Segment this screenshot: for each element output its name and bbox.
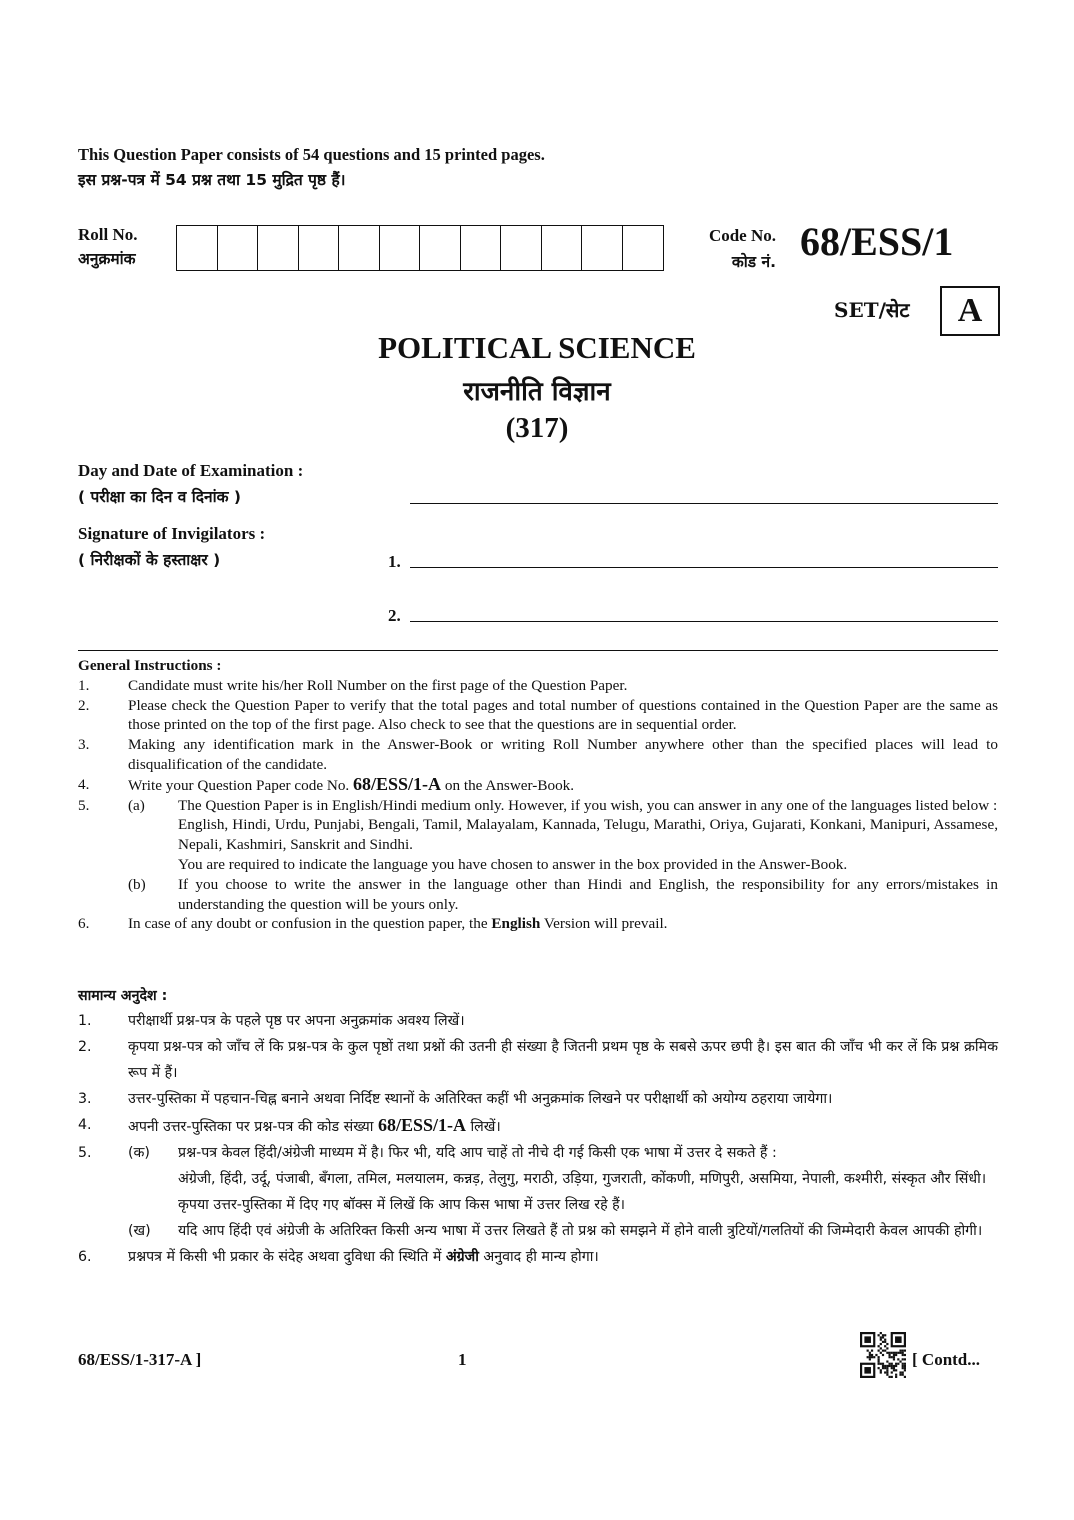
code-number-value: 68/ESS/1 — [800, 219, 954, 264]
instruction-text: If you choose to write the answer in the language other than Hindi and English, the responsibility for any errors/mistakes in understanding the question will be yours only. — [178, 875, 998, 913]
instruction-number: 3. — [78, 736, 90, 754]
instruction-number: 1. — [78, 676, 90, 694]
instruction-sub-label: (a) — [128, 796, 145, 814]
prevailing-version: अंग्रेजी — [445, 1249, 479, 1265]
instruction-text: Candidate must write his/her Roll Number on the first page of the Question Paper. — [128, 676, 628, 694]
instruction-text-part: अनुवाद ही मान्य होगा। — [483, 1249, 599, 1265]
exam-date-label — [78, 458, 303, 510]
instruction-text-part: लिखें। — [470, 1119, 501, 1135]
instruction-text-part: प्रश्न-पत्र केवल हिंदी/अंग्रेजी माध्यम में है। फिर भी, यदि आप चाहें तो नीचे दी गई किसी एक भाषा में उत्तर दे सकते हैं : — [178, 1145, 777, 1161]
signature-label-hi: ( निरीक्षकों के हस्ताक्षर ) — [78, 551, 221, 569]
code-label-hi: कोड नं. — [731, 253, 776, 271]
roll-number-label — [78, 223, 138, 271]
instruction-text: परीक्षार्थी प्रश्न-पत्र के पहले पृष्ठ पर अपना अनुक्रमांक अवश्य लिखें। — [128, 1013, 465, 1029]
roll-number-box[interactable] — [177, 226, 218, 270]
set-label: SET/सेट — [834, 298, 910, 322]
continued-label: [ Contd... — [912, 1350, 981, 1369]
instruction-item — [78, 875, 998, 915]
instruction-item — [78, 796, 998, 875]
instruction-text-part: You are required to indicate the language you have chosen to answer in the box provided in the Answer-Book. — [178, 855, 848, 873]
roll-label-hi: अनुक्रमांक — [78, 250, 136, 268]
instructions-heading-hi: सामान्य अनुदेश : — [78, 988, 168, 1004]
instruction-item — [78, 1112, 998, 1140]
instruction-item — [78, 735, 998, 775]
code-number-label — [686, 223, 776, 275]
signature-1-number: 1. — [388, 552, 401, 571]
instruction-number: 6. — [78, 1249, 92, 1265]
paper-info-en: This Question Paper consists of 54 questions and 15 printed pages. — [78, 145, 545, 164]
roll-number-box[interactable] — [542, 226, 583, 270]
language-list: English, Hindi, Urdu, Punjabi, Bengali, Tamil, Malayalam, Kannada, Telugu, Marathi, Oriya, Gujarati, Konkani, Manipuri, Assamese, Nepali, Kashmiri, Sanskrit and Sindhi. — [178, 816, 998, 854]
signature-2-line[interactable] — [410, 621, 998, 622]
instruction-text: उत्तर-पुस्तिका में पहचान-चिह्न बनाने अथवा निर्दिष्ट स्थानों के अतिरिक्त कहीं भी अनुक्रमांक लिखने पर परीक्षार्थी को अयोग्य ठहराया जायेगा। — [128, 1091, 833, 1107]
instruction-item — [78, 914, 998, 934]
general-instructions-hi — [78, 984, 998, 1270]
language-list: अंग्रेजी, हिंदी, उर्दू, पंजाबी, बँगला, तमिल, मलयालम, कन्नड़, तेलुगु, मराठी, उड़िया, गुजराती, कोंकणी, मणिपुरी, असमिया, नेपाली, कश्मीरी, संस्कृत और सिंधी। — [178, 1171, 987, 1187]
instruction-text: यदि आप हिंदी एवं अंग्रेजी के अतिरिक्त किसी अन्य भाषा में उत्तर लिखते हैं तो प्रश्न को समझने में होने वाली त्रुटियों/गलतियों की जिम्मेदारी केवल आपकी होगी। — [178, 1223, 983, 1239]
instruction-item — [78, 1086, 998, 1112]
instruction-text-part: In case of any doubt or confusion in the question paper, the — [128, 915, 488, 933]
qr-code-icon — [860, 1332, 906, 1378]
instruction-text — [128, 775, 998, 796]
signature-1-line[interactable] — [410, 567, 998, 568]
subject-title-hi: राजनीति विज्ञान — [463, 377, 611, 407]
signature-label-en: Signature of Invigilators : — [78, 524, 266, 543]
instruction-item — [78, 696, 998, 736]
instruction-item — [78, 1008, 998, 1034]
roll-number-box[interactable] — [339, 226, 380, 270]
instruction-number: 5. — [78, 796, 90, 814]
set-value: A — [940, 286, 1000, 336]
instruction-text-part: Write your Question Paper code No. — [128, 776, 350, 794]
instruction-text: Making any identification mark in the Answer-Book or writing Roll Number anywhere other than the specified places will lead to disqualification of the candidate. — [128, 736, 998, 773]
instruction-item — [78, 676, 998, 696]
exam-date-label-hi: ( परीक्षा का दिन व दिनांक ) — [78, 488, 241, 506]
instruction-text-part: प्रश्नपत्र में किसी भी प्रकार के संदेह अथवा दुविधा की स्थिति में — [128, 1249, 442, 1265]
roll-number-box[interactable] — [623, 226, 664, 270]
exam-date-line[interactable] — [410, 503, 998, 504]
footer-paper-code: 68/ESS/1-317-A ] — [78, 1350, 202, 1369]
instruction-number: 3. — [78, 1091, 92, 1107]
section-divider — [78, 650, 998, 651]
roll-number-box[interactable] — [218, 226, 259, 270]
roll-number-box[interactable] — [461, 226, 502, 270]
code-label-en: Code No. — [708, 226, 776, 245]
roll-number-box[interactable] — [299, 226, 340, 270]
prevailing-version: English — [491, 915, 541, 933]
instruction-sub-label: (ख) — [128, 1223, 151, 1239]
roll-label-en: Roll No. — [78, 225, 138, 244]
instructions-heading-en: General Instructions : — [78, 657, 222, 674]
instruction-text-part: The Question Paper is in English/Hindi medium only. However, if you wish, you can answer in any one of the languages listed below : — [178, 796, 998, 814]
instruction-number: 1. — [78, 1013, 92, 1029]
instruction-item — [78, 1034, 998, 1086]
exam-date-label-en: Day and Date of Examination : — [78, 461, 304, 480]
subject-title-en: POLITICAL SCIENCE — [378, 330, 696, 365]
roll-number-box[interactable] — [380, 226, 421, 270]
instruction-number: 6. — [78, 915, 90, 933]
instruction-item — [78, 1140, 998, 1218]
roll-number-box[interactable] — [420, 226, 461, 270]
instruction-text — [178, 796, 998, 875]
instruction-sub-label: (क) — [128, 1145, 150, 1161]
paper-info-hi: इस प्रश्न-पत्र में 54 प्रश्न तथा 15 मुद्रित पृष्ठ हैं। — [78, 171, 346, 189]
instruction-sub-label: (b) — [128, 875, 146, 893]
instruction-text-part: अपनी उत्तर-पुस्तिका पर प्रश्न-पत्र की कोड संख्या — [128, 1119, 374, 1135]
answer-book-code: 68/ESS/1-A — [353, 773, 442, 794]
instruction-item — [78, 1244, 998, 1270]
instruction-text — [128, 914, 998, 934]
instruction-item — [78, 1218, 998, 1244]
page-number: 1 — [458, 1350, 467, 1369]
subject-code: (317) — [505, 412, 569, 444]
instruction-number: 5. — [78, 1145, 92, 1161]
instruction-number: 4. — [78, 775, 90, 793]
instruction-number: 4. — [78, 1117, 92, 1133]
instruction-number: 2. — [78, 1039, 92, 1055]
instruction-text-part: कृपया उत्तर-पुस्तिका में दिए गए बॉक्स में लिखें कि आप किस भाषा में उत्तर लिख रहे हैं। — [178, 1197, 626, 1213]
roll-number-box[interactable] — [582, 226, 623, 270]
instruction-text: कृपया प्रश्न-पत्र को जाँच लें कि प्रश्न-पत्र के कुल पृष्ठों तथा प्रश्नों की उतनी ही संख्या है जितनी प्रथम पृष्ठ के सबसे ऊपर छपी है। इस बात की जाँच भी कर लें कि प्रश्न क्रमिक रूप में हैं। — [128, 1039, 998, 1081]
general-instructions-en — [78, 656, 998, 934]
instruction-text-part: on the Answer-Book. — [444, 776, 575, 794]
instruction-text — [128, 1244, 998, 1270]
instruction-text: Please check the Question Paper to verify that the total pages and total number of questions contained in the Question Paper are the same as those printed on the top of the first page. Also check to see that the questions are in sequential order. — [128, 696, 998, 734]
invigilator-signature-label — [78, 521, 265, 573]
instruction-text-part: Version will prevail. — [543, 915, 668, 933]
instruction-number: 2. — [78, 696, 90, 714]
roll-number-boxes[interactable] — [176, 225, 664, 271]
signature-2-number: 2. — [388, 606, 401, 625]
instruction-text — [178, 1140, 998, 1218]
roll-number-box[interactable] — [501, 226, 542, 270]
answer-book-code: 68/ESS/1-A — [377, 1115, 466, 1135]
instruction-item — [78, 775, 998, 796]
roll-number-box[interactable] — [258, 226, 299, 270]
instruction-text — [128, 1112, 998, 1140]
